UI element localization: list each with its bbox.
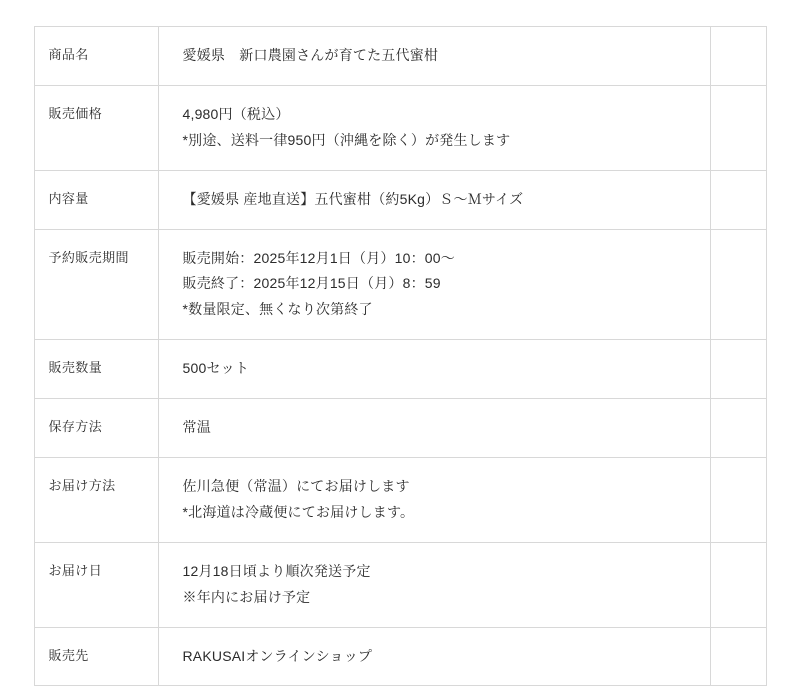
row-value xyxy=(158,627,710,686)
row-label: 販売数量 xyxy=(34,340,158,399)
row-extra-cell xyxy=(710,627,766,686)
row-value-lines xyxy=(183,187,696,213)
table-row xyxy=(34,340,766,399)
row-label: 商品名 xyxy=(34,27,158,86)
row-extra-cell xyxy=(710,399,766,458)
row-value xyxy=(158,27,710,86)
row-value-lines xyxy=(183,415,696,441)
row-label: お届け方法 xyxy=(34,458,158,543)
row-value-line: 4,980円（税込） xyxy=(182,105,290,122)
row-value-line: *数量限定、無くなり次第終了 xyxy=(182,301,373,318)
row-value-line: *北海道は冷蔵便にてお届けします。 xyxy=(182,503,415,520)
table-row xyxy=(34,170,766,229)
table-row xyxy=(34,542,766,627)
table-row xyxy=(34,27,766,86)
row-value xyxy=(158,542,710,627)
table-row xyxy=(34,458,766,543)
row-value-line: RAKUSAIオンラインショップ xyxy=(182,647,373,664)
row-value-lines xyxy=(183,474,696,526)
table-row xyxy=(34,399,766,458)
row-value-line: ※年内にお届け予定 xyxy=(182,588,311,605)
row-value xyxy=(158,399,710,458)
row-value-lines xyxy=(183,43,696,69)
row-extra-cell xyxy=(710,229,766,340)
table-row xyxy=(34,229,766,340)
table-row xyxy=(34,85,766,170)
row-value xyxy=(158,458,710,543)
row-value-line: 販売終了：2025年12月15日（月）8：59 xyxy=(182,275,441,292)
row-value-line: 【愛媛県 産地直送】五代蜜柑（約5Kg）Ｓ〜Ｍサイズ xyxy=(182,190,524,207)
product-spec-table-body xyxy=(34,27,766,686)
row-extra-cell xyxy=(710,27,766,86)
row-value-lines xyxy=(183,356,696,382)
row-value-line: *別途、送料一律950円（沖縄を除く）が発生します xyxy=(182,131,511,148)
row-label: 販売先 xyxy=(34,627,158,686)
row-label: 予約販売期間 xyxy=(34,229,158,340)
row-value xyxy=(158,229,710,340)
row-extra-cell xyxy=(710,85,766,170)
row-value-line: 500セット xyxy=(182,360,250,377)
table-row xyxy=(34,627,766,686)
row-extra-cell xyxy=(710,458,766,543)
row-label: お届け日 xyxy=(34,542,158,627)
row-label: 内容量 xyxy=(34,170,158,229)
row-value-line: 愛媛県 新口農園さんが育てた五代蜜柑 xyxy=(182,47,439,63)
row-value xyxy=(158,340,710,399)
row-label: 保存方法 xyxy=(34,399,158,458)
row-extra-cell xyxy=(710,170,766,229)
row-value-line: 販売開始：2025年12月1日（月）10：00〜 xyxy=(182,249,455,266)
row-value-line: 常温 xyxy=(182,419,211,436)
row-value-lines xyxy=(183,644,696,670)
row-value-lines xyxy=(183,102,696,154)
row-value-line: 佐川急便（常温）にてお届けします xyxy=(182,478,410,495)
row-value-lines xyxy=(183,246,696,324)
row-label: 販売価格 xyxy=(34,85,158,170)
row-extra-cell xyxy=(710,542,766,627)
product-spec-table xyxy=(34,26,767,686)
row-extra-cell xyxy=(710,340,766,399)
row-value-line: 12月18日頃より順次発送予定 xyxy=(182,562,371,579)
row-value xyxy=(158,170,710,229)
row-value xyxy=(158,85,710,170)
row-value-lines xyxy=(183,559,696,611)
